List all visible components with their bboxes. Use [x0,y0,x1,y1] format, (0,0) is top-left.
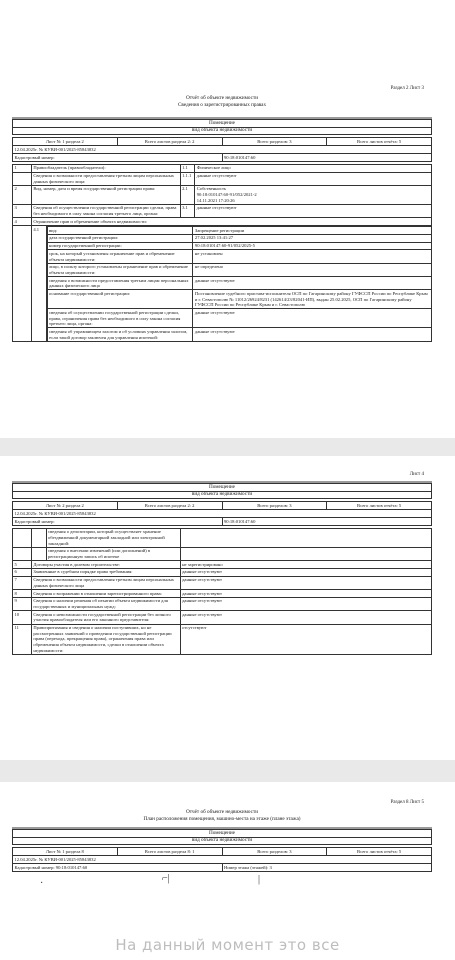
end-of-content-toast: На данный момент это все [115,936,340,954]
sheet-info-table [12,137,432,161]
table-row: сведения о депозитарии, который осуществляет хранение обездвиженной документарной закладной или электронной закладной: [13,528,432,547]
encumbrance-subtable: вид: Запрещение регистрации дата государственной регистрации: 27.02.2025 13:41:27 номер государственной регистрации: 90:18:010147:60-91/052/2025-5 срок, на который установлены ограничение прав и обременение объекта недвижимости: не установлен лицо, в пользу которого установлены ограничение прав и обременение объекта недвижимости: не определено сведения о возможности предоставления третьим лицам персональных данных физического лица данные отсутствуют основание государственной регистрации: Постановление судебного пристава-исполнителя ОСП по Гагаринскому району ГУФССП России по Республике Крым и г. Севастополю № 11012/26924/8231 (142614/23/82041-ИП), выдан 25.02.2025, ОСП по Гагаринскому району ГУФССП России по Республике Крым и г. Севастополю сведения об осуществлении государственной регистрации сделки, права, ограничения права без необходимого в силу закона согласия третьего лица, органа: данные отсутствуют сведения об управляющем залогом и об условиях управления залогом, если такой договор заключен для управления ипотекой: данные отсутствуют [47,226,432,342]
band-title: Помещение [13,120,432,128]
report-page-2 [12,472,432,655]
object-band [12,119,432,135]
table-row: 11 Правопритязания и сведения о наличии поступивших, но не рассмотренных заявлений о проведении государственной регистрации права (перехода, прекращения права), ограничения права или обременения объекта недвижимости, сделки в отношении объекта недвижимости: отсутствуют [13,624,432,654]
table-row: 7 Сведения о возможности предоставления третьим лицам персональных данных физического лица данные отсутствуют [13,576,432,589]
plan-mark: ⌐| [162,872,170,884]
report-subtitle: План расположения помещения, машино-места на этаже (плане этажа) [143,816,301,822]
report-subtitle: Сведения о зарегистрированных правах [177,102,267,108]
table-row: Сведения о возможности предоставления третьим лицам персональных данных физического лица: 1.1.1 данные отсутствуют [13,172,432,185]
sheets-in-section: Всего листов раздела 2: 2 [117,138,222,146]
table-row: 4 Ограничение прав и обременение объекта недвижимости: [13,218,432,226]
cadastral-label: Кадастровый номер: [13,153,223,161]
band-sub: вид объекта недвижимости [13,127,432,135]
cadastral-value: 90:18:010147:60 [222,153,432,161]
table-row: 9 Сведения о наличии решения об изъятии объекта недвижимости для государственных и муниципальных нужд: данные отсутствуют [13,597,432,610]
report-date-number: 12.04.2025г. № КУВИ-001/2025-85843832 [13,146,432,154]
object-band: Помещение вид объекта недвижимости [12,483,432,499]
table-row: 5 Договоры участия в долевом строительстве: не зарегистрировано [13,561,432,569]
table-row: сведения о внесении изменений (или дополнений) в регистрационную запись об ипотеке [13,547,432,560]
table-row: 8 Сведения о возражении в отношении зарегистрированного права: данные отсутствуют [13,590,432,598]
report-title: Отчёт об объекте недвижимости [185,95,258,101]
page-header-right: Раздел 2 Лист 3 [390,86,424,91]
sheet-number: Лист № 1 раздела 2 [13,138,118,146]
page-gap [0,438,455,456]
report-page-1 [12,86,432,342]
page-header-right: Лист 4 [409,472,424,477]
report-page-3 [12,800,432,912]
sheet-info-table: Лист № 1 раздела 8 Всего листов раздела 8: 1 Всего разделов: 3 Всего листов отчёта: 5 12.04.2025г. № КУВИ-001/2025-85843832 Кадастровый номер: 90:18:010147:60 Номер этажа (этажей): 3 [12,847,432,871]
report-title: Отчёт об объекте недвижимости [185,809,258,815]
floor-plan-area [12,872,432,912]
plan-mark: | [258,873,261,885]
rights-table [12,164,432,343]
table-row: 6 Заявленные в судебном порядке права требования: данные отсутствуют [13,568,432,576]
page-gap [0,760,455,782]
rights-table-continued [12,528,432,655]
sections-total: Всего разделов: 3 [222,138,327,146]
encumbrance-row: 4.1 вид: Запрещение регистрации дата государственной регистрации: 27.02.2025 13:41:27 номер государственной регистрации: 90:18:010147:60-91/052/2025-5 срок, на который установлены ограничение прав и обременение объекта недвижимости: не установлен лицо, в пользу которого установлены ограничение прав и обременение объекта недвижимости: не определено сведения о возможности предоставления третьим лицам персональных данных физического лица данные отсутствуют основание государственной регистрации: Постановление судебного пристава-исполнителя ОСП по Гагаринскому району ГУФССП России по Республике Крым и г. Севастополю № 11012/26924/8231 (142614/23/82041-ИП), выдан 25.02.2025, ОСП по Гагаринскому району ГУФССП России по Республике Крым и г. Севастополю сведения об осуществлении государственной регистрации сделки, права, ограничения права без необходимого в силу закона согласия третьего лица, органа: данные отсутствуют сведения об управляющем залогом и об условиях управления залогом, если такой договор заключен для управления ипотекой: данные отсутствуют [13,226,432,342]
table-row: 10 Сведения о невозможности государственной регистрации без личного участия правообладателя или его законного представителя: данные отсутствуют [13,611,432,624]
sheets-total: Всего листов отчёта: 5 [327,138,432,146]
sheet-info-table: Лист № 2 раздела 2 Всего листов раздела 2: 2 Всего разделов: 3 Всего листов отчёта: 5 12.04.2025г. № КУВИ-001/2025-85843832 Кадастровый номер: 90:18:010147:60 [12,501,432,525]
table-row: 2 Вид, номер, дата и время государственной регистрации права: 2.1 Собственность 90:18:010147:60-91/052/2021-2 14.11.2021 17:20:26 [13,185,432,204]
page-header-right: Раздел 8 Лист 5 [390,800,424,805]
object-band: Помещение вид объекта недвижимости [12,829,432,845]
table-row: 1 Правообладатель (правообладатели): 1.1 Физическое лицо [13,164,432,172]
table-row: 3 Сведения об осуществлении государственной регистрации сделки, права без необходимого в силу закона согласия третьего лица, органа: 3.1 данные отсутствуют [13,204,432,217]
plan-mark: · [40,877,44,889]
